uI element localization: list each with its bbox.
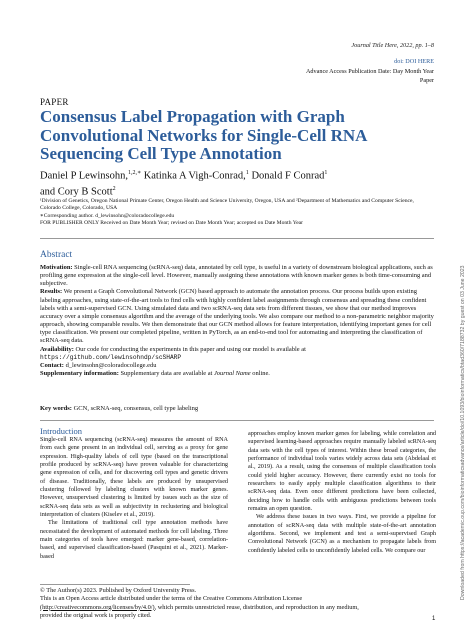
abstract-text: We present a Graph Convolutional Network (GCN) based approach to automate the annotation process. Our process builds upon existing labeling approaches, using state-of-the-art tools to find cells with highly confident label assignments through consensus and spreading these confident labels with a semi-supervised GCN. Using simulated data and two scRNA-seq data sets from different tissues, we show that our method improves accuracy over a simple consensus algorithm and the average of the underlying tools. We also compare our method to a non-parametric neighbor majority approach, showing comparable results. We then demonstrate that our GCN method allows for feature interpretation, identifying important genes for cell type classification. We present our completed pipeline, written in PyTorch, as an end-to-end tool for automating and interpreting the classification of scRNA-seq data. (40, 288, 434, 345)
body-column-left (40, 426, 228, 561)
abstract-label: Contact: (40, 361, 64, 369)
paragraph: We address these issues in two ways. First, we provide a pipeline for annotation of scRNA-seq data with multiple state-of-the-art annotation algorithms. Second, we implement and test a semi-supervised Graph Convolutional Network (GCN) as a mechanism to propagate labels from confidently labeled cells to unconfidently labeled cells. We compare our (248, 514, 436, 554)
license-text: This is an Open Access article distributed under the terms of the Creative Commons Attribution License (40, 595, 303, 603)
abstract-body (40, 264, 436, 378)
intro-heading: Introduction (40, 426, 83, 436)
license-link[interactable]: (http://creativecommons.org/licenses/by/4.0/) (40, 603, 155, 611)
page-number: 1 (432, 616, 436, 622)
journal-citation: Journal Title Here, 2022, pp. 1–8 (351, 42, 434, 49)
contact-email-link[interactable]: d_lewinsohn@coloradocollege.edu (63, 361, 157, 369)
author-name: and Cory B Scott (40, 186, 113, 198)
abstract-text: Single-cell RNA sequencing (scRNA-seq) data, annotated by cell type, is useful in a variety of downstream biological applications, such as profiling gene expression at the single-cell level. However, manually assigning these annotations with known marker genes is both time-consuming and subjective. (40, 264, 433, 288)
section-label: PAPER (40, 97, 69, 107)
corresponding-author: ∗Corresponding author. d_lewinsohn@coloradocollege.edu (40, 212, 175, 219)
paragraph: The limitations of traditional cell type annotation methods have necessitated the development of automated methods for cell labeling. Three main categories of tools have emerged: marker gene-based, correlation-based, and supervised classification-based (Pasquini et al., 2021). Marker-based (40, 520, 228, 560)
license-text: provided the original work is properly cited. (40, 611, 152, 619)
author-affil-marker: 1 (245, 170, 249, 176)
keywords (40, 405, 198, 412)
author-affil-marker: 1,2,∗ (127, 170, 142, 176)
author-name: Katinka A Vigh-Conrad, (141, 170, 246, 182)
author-list (40, 167, 430, 199)
author-affil-marker: 2 (112, 186, 116, 192)
divider (40, 238, 434, 239)
abstract-text: online. (250, 370, 270, 378)
advance-access-date: Advance Access Publication Date: Day Month Year (305, 68, 434, 75)
affiliations (40, 198, 435, 227)
abstract-heading: Abstract (40, 250, 73, 260)
license-text (40, 604, 440, 612)
license-footer (40, 587, 440, 620)
divider (40, 420, 434, 421)
abstract-label: Motivation: (40, 264, 73, 271)
paragraph: Single-cell RNA sequencing (scRNA-seq) measures the amount of RNA from each gene present in an individual cell, serving as a proxy for gene expression. High-quality labels of cell type (based on the transcriptional profile produced by scRNA-seq) have proven valuable for characterizing gene expression of cells, and for discovering cell types and genetic drivers of disease. Traditionally, these labels are produced by unsupervised clustering followed by labeling clusters with known marker genes. However, unsupervised clustering is limited by issues such as the size of scRNA-seq data sets as well as subjectivity in reclustering and biological interpretation of clusters (Kiselev et al., 2019). (40, 437, 228, 519)
copyright: © The Author(s) 2023. Published by Oxford University Press. (40, 587, 197, 594)
abstract-label: Availability: (40, 345, 74, 353)
keywords-text: GCN, scRNA-seq, consensus, cell type labeling (71, 405, 199, 412)
publisher-dates: FOR PUBLISHER ONLY Received on Date Month Year; revised on Date Month Year; accepted on Date Month Year (40, 219, 304, 226)
author-affil-marker: 1 (324, 170, 328, 176)
abstract-label: Supplementary information: (40, 370, 119, 378)
doi-link[interactable]: doi: DOI HERE (394, 58, 434, 65)
abstract-results (40, 288, 436, 345)
code-url-link[interactable]: https://github.com/lewinsohndp/scSHARP (40, 353, 182, 361)
abstract-label: Results: (40, 288, 63, 296)
body-column-right (248, 430, 436, 555)
abstract-contact (40, 362, 436, 370)
paper-title: Consensus Label Propagation with Graph Convolutional Networks for Single-Cell RNA Sequencing Cell Type Annotation (40, 107, 367, 163)
download-watermark: Downloaded from https://academic.oup.com/bioinformaticsadvance/article/doi/10.1093/bioinformatics/btad360/7188732 by guest on 03 June 2023 (460, 265, 466, 600)
paragraph: approaches employ known marker genes for labeling, while correlation and supervised learning-based approaches require manually labeled scRNA-seq data sets with the cell types of interest. Within these broad categories, the performance of individual tools varies widely across data sets (Abdelaal et al., 2019). As a result, using the consensus of multiple classification tools could yield higher accuracy. However, there currently exist no tools for researchers to easily apply multiple classification algorithms to their scRNA-seq data. Even once different predictions have been collected, deciding how to handle cells with ambiguous predictions between tools remains an open question. (248, 431, 436, 513)
footnote-divider (40, 584, 190, 585)
keywords-label: Key words: (40, 405, 72, 412)
license-text: , which permits unrestricted reuse, distribution, and reproduction in any medium, (154, 603, 359, 611)
abstract-motivation (40, 264, 436, 288)
abstract-text: Our code for conducting the experiments in this paper and using our model is available at (73, 345, 306, 353)
abstract-supplementary (40, 370, 436, 378)
author-name: Donald F Conrad (248, 170, 325, 182)
author-name: Daniel P Lewinsohn, (40, 170, 128, 182)
paper-type: Paper (419, 77, 434, 84)
abstract-text: Supplementary data are available at (118, 370, 214, 378)
affiliation-text: ¹Division of Genetics, Oregon National Primate Center, Oregon Health and Science University, Oregon, USA and ²Department of Mathematics and Computer Science, Colorado College, Colorado, USA (40, 198, 414, 212)
journal-name: Journal Name (213, 370, 251, 378)
abstract-availability (40, 346, 436, 362)
